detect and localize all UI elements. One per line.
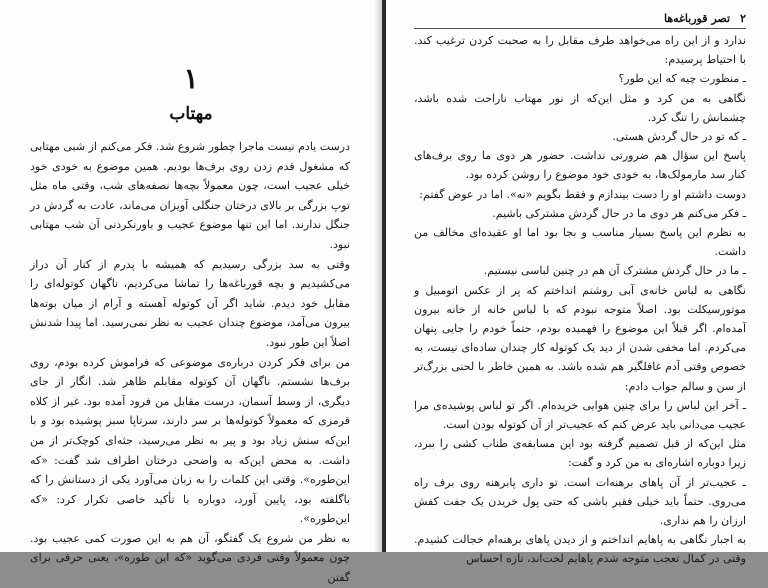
right-page — [386, 0, 768, 566]
chapter-title: مهتاب — [169, 104, 213, 124]
paragraph: نگاهی به من کرد و مثل این‌که از نور مهتاب ناراحت شده باشد، چشمانش را تنگ کرد. — [414, 91, 746, 124]
paragraph: ـ منظورت چیه که این طور؟ — [618, 72, 746, 86]
paragraph: به اجبار نگاهی به پاهایم انداختم و از دیدن پاهای برهنه‌ام خجالت کشیدم. وقتی در کمال تعجب متوجه شدم پاهایم لخت‌اند، تازه احساس — [414, 533, 746, 566]
paragraph: پاسخ این سؤال هم ضرورتی نداشت. حضور هر دوی ما روی برف‌های کنار سد مارمولک‌ها، به خودی خود موضوع را روشن کرده بود. — [414, 149, 746, 182]
paragraph: دوست داشتم او را دست بیندازم و فقط بگویم «نه». اما در عوض گفتم: — [419, 187, 746, 201]
paragraph: وقتی به سد بزرگی رسیدیم که همیشه با پدرم از کنار آن دراز می‌کشیدیم و بچه قورباغه‌ها را تماشا می‌کردیم، ناگهان کوتوله‌ای را مقابل خود دیدم. شاید اگر آن کوتوله آهسته و آرام از میان بوته‌ها بیرون می‌آمد، موضوع چندان عجیب به نظر نمی‌رسید. اما پیدا شدنش اصلاً این طور نبود. — [30, 257, 350, 349]
running-header — [414, 12, 746, 29]
page-number: ۲ — [740, 12, 746, 25]
paragraph: ـ عجیب‌تر از آن پاهای برهنه‌ات است. تو داری پابرهنه روی برف راه می‌روی. حتماً باید خیلی فقیر باشی که حتی پول خریدن یک جفت کفش ارزان را هم نداری. — [414, 475, 746, 528]
paragraph: ندارد و از این راه می‌خواهد طرف مقابل را به صحبت کردن ترغیب کند. با احتیاط پرسیدم: — [414, 34, 746, 67]
left-page-body — [30, 137, 350, 588]
paragraph: ـ آخر این لباس را برای چنین هوایی خریده‌ام. اگر تو لباس پوشیده‌ی مرا عجیب می‌دانی باید عرض کنم که عجیب‌تر از آن کوتوله بودن است. — [414, 398, 746, 432]
running-title: تصر قورباغه‌ها — [664, 12, 730, 25]
paragraph: نگاهی به لباس خانه‌ی آبی روشنم انداختم که پر از عکس اتومبیل و موتورسیکلت بود. اصلاً متوجه نبودم که با لباس خانه از خانه بیرون آمده‌ام. اگر قبلاً این موضوع را فهمیده بودم، حتماً خودم را جایی پنهان می‌کردم. اما مخفی شدن از دید یک کوتوله کار چندان ساده‌ای نیست، به خصوص وقتی آدم غافلگیر هم شده باشد. به همین خاطر با لحنی بزرگ‌تر از سن و سالم جواب دادم: — [414, 283, 746, 393]
left-page — [0, 0, 382, 585]
paragraph: ـ که تو در حال گردش هستی. — [612, 130, 746, 144]
paragraph: ـ فکر می‌کنم هر دوی ما در حال گردش مشترکی باشیم. — [492, 206, 746, 220]
paragraph: ـ ما در حال گردش مشترک آن هم در چنین لباسی نیستیم. — [483, 264, 746, 278]
paragraph: مثل این‌که از قبل تصمیم گرفته بود این مسابقه‌ی طناب کشی را ببرد، زیرا دوباره اشاره‌ای به من کرد و گفت: — [414, 437, 746, 470]
paragraph: من برای فکر کردن درباره‌ی موضوعی که فراموش کرده بودم، روی برف‌ها نشستم. ناگهان آن کوتوله مقابلم ظاهر شد. انگار از جای دیگری، از وسط آسمان، درست مقابل من فرود آمده بود. غیر از کلاه قرمزی که معمولاً کوتوله‌ها بر سر دارند، سرتاپا سبز پوشیده بود و با این‌که سنش زیاد بود و پیر به نظر می‌رسید، جثه‌ای کوچک‌تر از من داشت. به محض این‌که به واضحی درختان اطراف شد گفت: «که این‌طوره». وقتی این کلمات را به زبان می‌آورد یکی از دستانش را که باگلفته بود، پایین آورد، دوباره با تأکید خاصی تکرار کرد: «که این‌طوره». — [30, 355, 350, 526]
page-edge-shadow — [374, 0, 382, 552]
chapter-number: ۱ — [183, 62, 199, 95]
paragraph: به نظرم این پاسخ بسیار مناسب و بجا بود اما او عقیده‌ای مخالف من داشت. — [414, 226, 746, 259]
right-page-body — [414, 31, 746, 569]
paragraph: به نظر من شروع یک گفتگو، آن هم به این صورت کمی عجیب بود. چون معمولاً وقتی فردی می‌گوید «که این طوره»، یعنی حرفی برای گفتن — [30, 531, 350, 585]
paragraph: درست یادم نیست ماجرا چطور شروع شد. فکر می‌کنم از شبی مهتابی که مشغول قدم زدن روی برف‌ها بودیم. همین موضوع به خودی خود خیلی عجیب است، چون معمولاً بچه‌ها نصفه‌های شب، وقتی ماه مثل توپ بزرگی بر بالای درختان جنگلی آویزان می‌ماند، عادت به گردش در جنگل ندارند. اما این تنها موضوع عجیب و باورنکردنی آن شب مهتابی نبود. — [30, 140, 350, 251]
